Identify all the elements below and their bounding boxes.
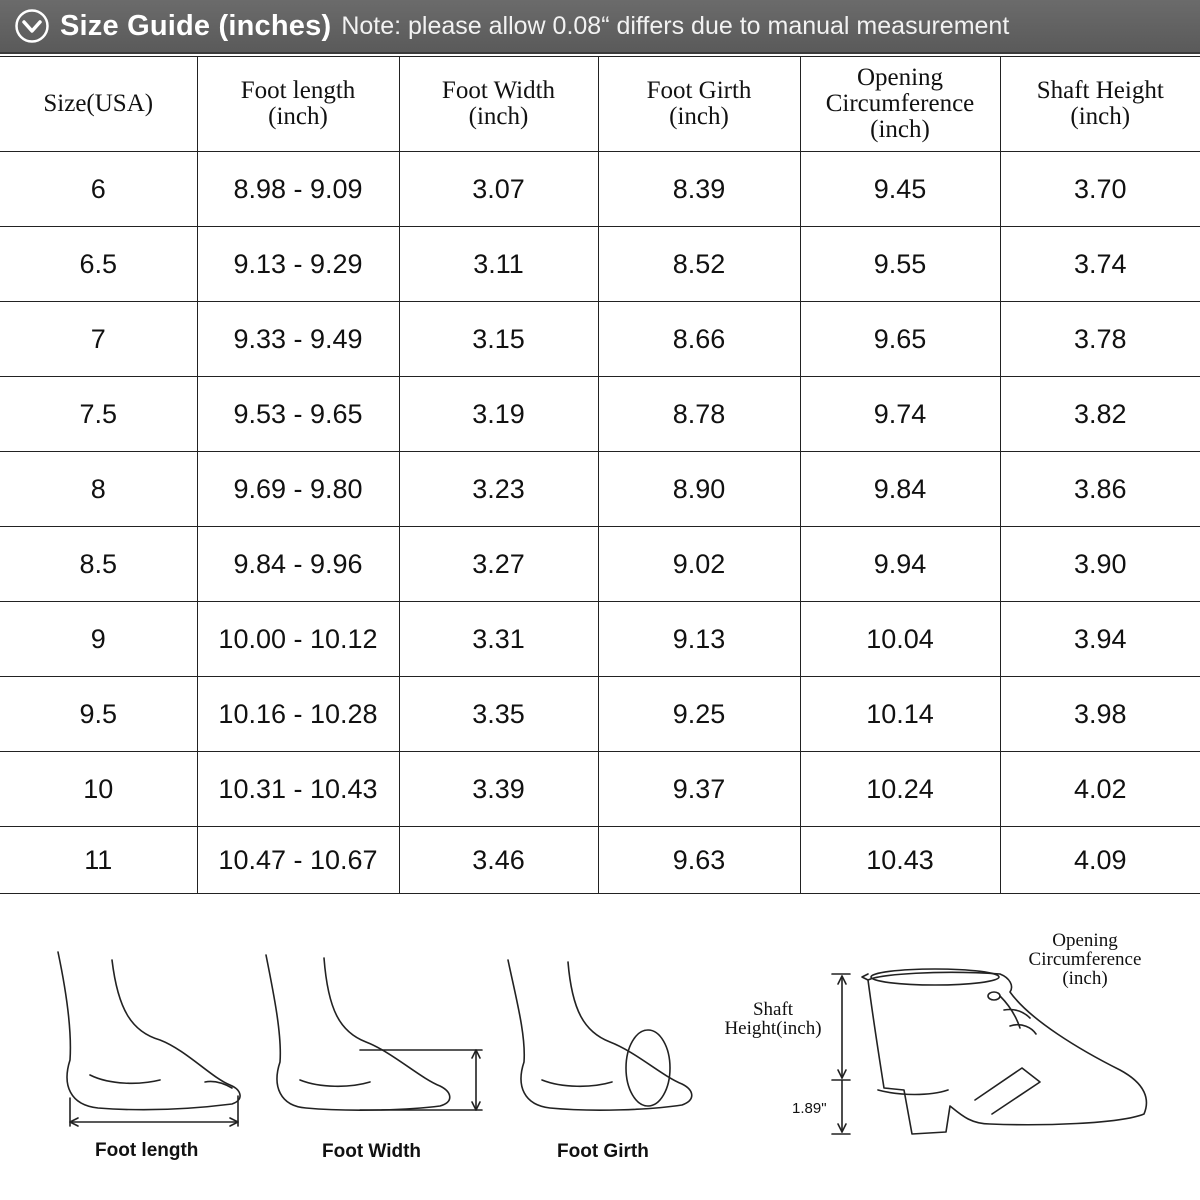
table-cell: 3.74 [1000,227,1200,302]
table-cell: 10.16 - 10.28 [197,677,399,752]
table-cell: 9.94 [800,527,1000,602]
table-row [0,752,1200,827]
table-cell: 11 [0,827,197,894]
table-cell: 3.98 [1000,677,1200,752]
table-cell: 3.31 [399,602,598,677]
table-cell: 7.5 [0,377,197,452]
foot-girth-caption: Foot Girth [557,1141,649,1162]
shaft-height-label: Shaft Height(inch) [724,999,822,1039]
table-cell: 9.13 [598,602,800,677]
table-header-row [0,57,1200,152]
table-cell: 9.69 - 9.80 [197,452,399,527]
table-cell: 9 [0,602,197,677]
table-cell: 10.24 [800,752,1000,827]
table-cell: 4.02 [1000,752,1200,827]
table-cell: 9.65 [800,302,1000,377]
table-cell: 6 [0,152,197,227]
measurement-illustrations [0,900,1200,1200]
heel-height-label: 1.89" [792,1100,827,1117]
table-cell: 9.74 [800,377,1000,452]
table-cell: 9.63 [598,827,800,894]
table-cell: 10.00 - 10.12 [197,602,399,677]
foot-length-drawing [58,952,240,1126]
foot-width-caption: Foot Width [322,1141,422,1162]
table-cell: 3.90 [1000,527,1200,602]
table-body [0,152,1200,894]
foot-width-drawing [266,955,482,1110]
table-cell: 8.90 [598,452,800,527]
table-cell: 10.43 [800,827,1000,894]
table-cell: 8.98 - 9.09 [197,152,399,227]
table-cell: 8.78 [598,377,800,452]
table-cell: 3.70 [1000,152,1200,227]
table-row [0,227,1200,302]
table-cell: 3.23 [399,452,598,527]
table-cell: 3.78 [1000,302,1200,377]
table-cell: 8 [0,452,197,527]
table-cell: 6.5 [0,227,197,302]
table-cell: 3.07 [399,152,598,227]
foot-girth-drawing [508,960,692,1110]
table-cell: 3.11 [399,227,598,302]
column-header: Foot length (inch) [197,57,399,152]
table-cell: 10.14 [800,677,1000,752]
table-cell: 3.19 [399,377,598,452]
table-cell: 9.02 [598,527,800,602]
table-cell: 9.45 [800,152,1000,227]
table-row [0,827,1200,894]
table-cell: 9.53 - 9.65 [197,377,399,452]
table-cell: 9.25 [598,677,800,752]
table-cell: 9.84 - 9.96 [197,527,399,602]
table-cell: 8.39 [598,152,800,227]
table-cell: 10.31 - 10.43 [197,752,399,827]
column-header: Size(USA) [0,57,197,152]
column-header: Opening Circumference (inch) [800,57,1000,152]
boot-drawing [832,969,1146,1134]
page-title: Size Guide (inches) [60,9,332,42]
table-cell: 3.39 [399,752,598,827]
column-header: Foot Width (inch) [399,57,598,152]
table-cell: 9.84 [800,452,1000,527]
foot-length-caption: Foot length [95,1140,199,1161]
table-row [0,377,1200,452]
header-bar [0,0,1200,54]
table-cell: 8.66 [598,302,800,377]
table-cell: 9.55 [800,227,1000,302]
table-cell: 4.09 [1000,827,1200,894]
table-row [0,452,1200,527]
column-header: Shaft Height (inch) [1000,57,1200,152]
table-row [0,152,1200,227]
column-header: Foot Girth (inch) [598,57,800,152]
table-cell: 9.33 - 9.49 [197,302,399,377]
table-cell: 9.37 [598,752,800,827]
table-cell: 3.86 [1000,452,1200,527]
table-cell: 10.04 [800,602,1000,677]
table-cell: 9.5 [0,677,197,752]
table-row [0,527,1200,602]
table-cell: 9.13 - 9.29 [197,227,399,302]
table-row [0,602,1200,677]
table-cell: 8.5 [0,527,197,602]
measurement-note: Note: please allow 0.08“ differs due to manual measurement [341,11,1010,40]
size-table [0,56,1200,894]
chevron-down-circle-icon [14,8,50,44]
table-cell: 8.52 [598,227,800,302]
table-cell: 10 [0,752,197,827]
table-cell: 3.15 [399,302,598,377]
table-cell: 10.47 - 10.67 [197,827,399,894]
opening-circumference-label: Opening Circumference (inch) [1028,930,1142,989]
table-cell: 3.35 [399,677,598,752]
table-cell: 3.46 [399,827,598,894]
table-cell: 3.94 [1000,602,1200,677]
table-row [0,677,1200,752]
table-cell: 3.82 [1000,377,1200,452]
table-cell: 7 [0,302,197,377]
table-row [0,302,1200,377]
table-cell: 3.27 [399,527,598,602]
